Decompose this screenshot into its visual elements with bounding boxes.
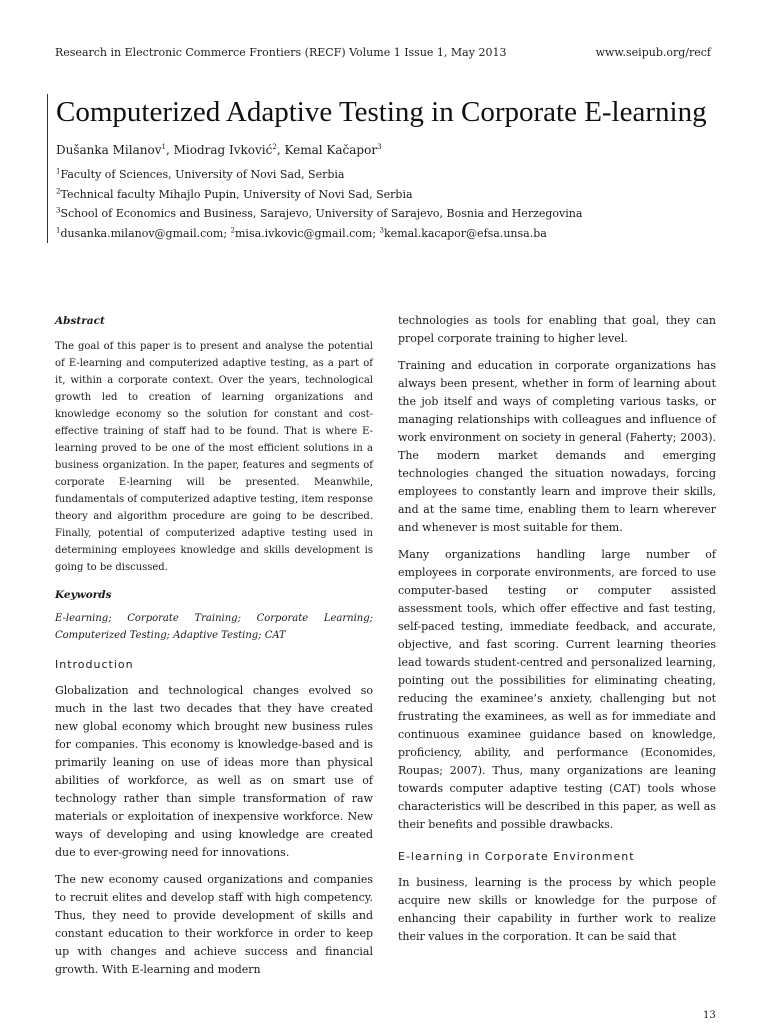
body-paragraph: In business, learning is the process by which people acquire new skills or knowledge for the purpose of enhancing their capability in further work to realize their values in the corporation. It can be said that <box>398 876 716 943</box>
email-mark: 3 <box>379 225 385 234</box>
journal-citation: Research in Electronic Commerce Frontiers (RECF) Volume 1 Issue 1, May 2013 <box>55 46 507 59</box>
paper-title: Computerized Adaptive Testing in Corporate E-learning <box>56 96 707 128</box>
author-mark: 1 <box>161 143 166 151</box>
author-name: Miodrag Ivković <box>173 143 273 157</box>
email-link[interactable]: dusanka.milanov@gmail.com; <box>60 226 231 240</box>
affiliation <box>56 165 726 185</box>
section-heading-elearning: E-learning in Corporate Environment <box>398 850 635 863</box>
affiliation <box>56 204 726 224</box>
affiliation <box>56 185 726 205</box>
page-number: 13 <box>703 1010 716 1021</box>
running-header <box>55 46 711 59</box>
author-name: Kemal Kačapor <box>284 143 378 157</box>
affiliation-mark: 3 <box>56 206 61 215</box>
affiliation-mark: 2 <box>56 186 61 195</box>
affiliation-text: Faculty of Sciences, University of Novi Sad, Serbia <box>60 168 345 181</box>
author-emails <box>56 224 726 244</box>
email-mark: 2 <box>230 225 235 234</box>
title-block <box>47 94 726 243</box>
right-column <box>398 312 716 955</box>
author-mark: 2 <box>272 143 277 151</box>
abstract-heading: Abstract <box>55 315 105 327</box>
section-heading-introduction: Introduction <box>55 658 134 671</box>
body-paragraph: The new economy caused organizations and companies to recruit elites and develop staff with high competency. Thus, they need to provide development of skills and constant education to their workforce in order to keep up with changes and achieve success and financial growth. With E-learning and modern <box>55 873 373 976</box>
affiliation-mark: 1 <box>56 167 61 176</box>
author-list: Dušanka Milanov$^1$, Miodrag Ivković$^2$, Kemal Kačapor$^3$ <box>56 143 382 157</box>
email-link[interactable]: kemal.kacapor@efsa.unsa.ba <box>384 226 547 240</box>
body-paragraph: Training and education in corporate organizations has always been present, whether in form of learning about the job itself and ways of completing various tasks, or managing relationships with colleagues and influence of work environment on society in general (Faherty; 2003). The modern market demands and emerging technologies changed the situation nowadays, forcing employees to constantly learn and improve their skills, and at the same time, enabling them to learn wherever and whenever is most suitable for them. <box>398 359 716 534</box>
author-name: Dušanka Milanov <box>56 143 162 157</box>
abstract-text: The goal of this paper is to present and analyse the potential of E-learning and computerized adaptive testing, as a part of it, within a corporate context. Over the years, technological growth led to creation of learning organizations and knowledge economy so the solution for constant and cost-effective training of staff had to be found. That is where E-learning proved to be one of the most efficient solutions in a business organization. In the paper, features and segments of corporate E-learning will be presented. Meanwhile, fundamentals of computerized adaptive testing, item response theory and algorithm procedure are going to be described. Finally, potential of computerized adaptive testing used in determining employees knowledge and skills development is going to be discussed. <box>55 341 373 573</box>
body-paragraph: technologies as tools for enabling that goal, they can propel corporate training to higher level. <box>398 314 716 345</box>
email-link[interactable]: misa.ivkovic@gmail.com; <box>235 226 380 240</box>
journal-url[interactable]: www.seipub.org/recf <box>595 46 711 59</box>
affiliation-text: School of Economics and Business, Sarajevo, University of Sarajevo, Bosnia and Herzegovina <box>60 207 583 220</box>
email-mark: 1 <box>56 225 61 234</box>
affiliation-text: Technical faculty Mihajlo Pupin, University of Novi Sad, Serbia <box>60 187 413 201</box>
author-mark: 3 <box>377 143 382 151</box>
body-paragraph: Many organizations handling large number of employees in corporate environments, are forced to use computer-based testing or computer assisted assessment tools, which offer effective and fast testing, self-paced testing, immediate feedback, and accurate, objective, and fast scoring. Current learning theories lead towards student-centred and personalized learning, pointing out the possibilities for eliminating cheating, reducing the examinee’s anxiety, challenging but not frustrating the examinees, as well as for immediate and continuous examinee guidance based on knowledge, proficiency, ability, and performance (Economides, Roupas; 2007). Thus, many organizations are leaning towards computer adaptive testing (CAT) tools whose characteristics will be described in this paper, as well as their benefits and possible drawbacks. <box>398 548 716 831</box>
keywords-text: E-learning; Corporate Training; Corporate Learning; Computerized Testing; Adaptive Testing; CAT <box>55 613 373 641</box>
keywords-heading: Keywords <box>55 589 112 601</box>
body-paragraph: Globalization and technological changes evolved so much in the last two decades that they have created new global economy which brought new business rules for companies. This economy is knowledge-based and is primarily leaning on use of ideas more than physical abilities of workforce, as well as on smart use of technology rather than simple transformation of raw materials or exploitation of inexpensive workforce. New ways of developing and using knowledge are created due to ever-growing need for innovations. <box>55 684 373 859</box>
left-column <box>55 312 373 988</box>
